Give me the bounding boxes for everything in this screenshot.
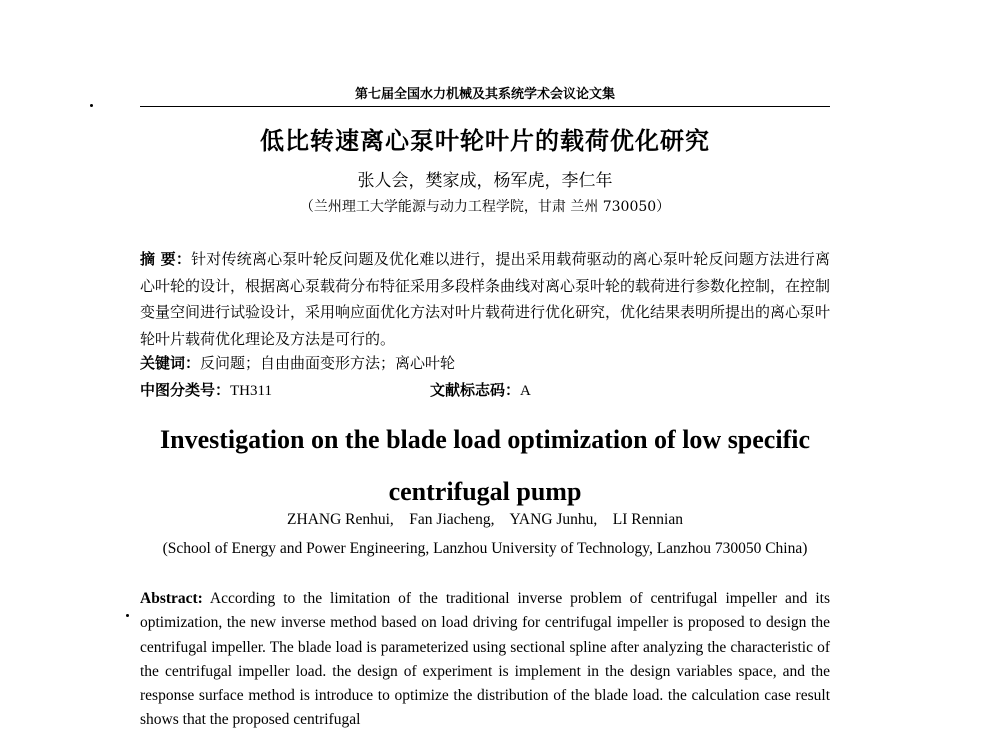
english-title-line-2: centrifugal pump bbox=[388, 477, 582, 506]
chinese-title: 低比转速离心泵叶轮叶片的载荷优化研究 bbox=[260, 126, 710, 155]
chinese-authors: 张人会，樊家成，杨军虎，李仁年 bbox=[357, 171, 613, 191]
english-authors: ZHANG Renhui, Fan Jiacheng, YANG Junhu, LI Rennian bbox=[287, 511, 683, 528]
proceedings-header: 第七届全国水力机械及其系统学术会议论文集 bbox=[354, 87, 615, 102]
chinese-abstract-label: 摘 要： bbox=[140, 250, 192, 268]
english-title-line-1: Investigation on the blade load optimization of low specific bbox=[159, 425, 810, 454]
english-affiliation: (School of Energy and Power Engineering, Lanzhou University of Technology, Lanzhou 730050 China) bbox=[162, 540, 808, 557]
header-rule bbox=[140, 106, 830, 107]
chinese-affiliation: （兰州理工大学能源与动力工程学院，甘肃 兰州 730050） bbox=[299, 199, 671, 215]
english-abstract bbox=[140, 587, 830, 733]
keywords-text: 反问题；自由曲面变形方法；离心叶轮 bbox=[200, 354, 456, 372]
keywords-label: 关键词： bbox=[140, 354, 201, 372]
chinese-abstract bbox=[140, 246, 830, 352]
scan-speck bbox=[126, 614, 129, 617]
doc-code bbox=[430, 380, 531, 401]
classification-line bbox=[140, 380, 830, 401]
doc-code-label: 文献标志码： bbox=[430, 381, 521, 399]
english-abstract-label: Abstract: bbox=[140, 590, 203, 607]
scan-speck bbox=[90, 104, 93, 107]
chinese-abstract-text: 针对传统离心泵叶轮反问题及优化难以进行，提出采用载荷驱动的离心泵叶轮反问题方法进行离心叶轮的设计，根据离心泵载荷分布特征采用多段样条曲线对离心泵叶轮的载荷进行参数化控制，在控制变量空间进行试验设计，采用响应面优化方法对叶片载荷进行优化研究，优化结果表明所提出的离心泵叶轮叶片载荷优化理论及方法是可行的。 bbox=[140, 250, 831, 348]
english-title bbox=[130, 414, 840, 518]
doc-code-value: A bbox=[520, 383, 531, 399]
chinese-keywords bbox=[140, 353, 830, 373]
english-abstract-text: According to the limitation of the traditional inverse problem of centrifugal impeller and its optimization, the new inverse method based on load driving for centrifugal impeller is proposed to design the centrifugal impeller. The blade load is parameterized using sectional spline after analyzing the characteristic of the centrifugal impeller load. the design of experiment is implement in the design variables space, and the response surface method is introduce to optimize the distribution of the blade load. the calculation case result shows that the proposed centrifugal bbox=[140, 590, 830, 729]
clc-value: TH311 bbox=[230, 383, 272, 399]
clc-label: 中图分类号： bbox=[140, 381, 231, 399]
